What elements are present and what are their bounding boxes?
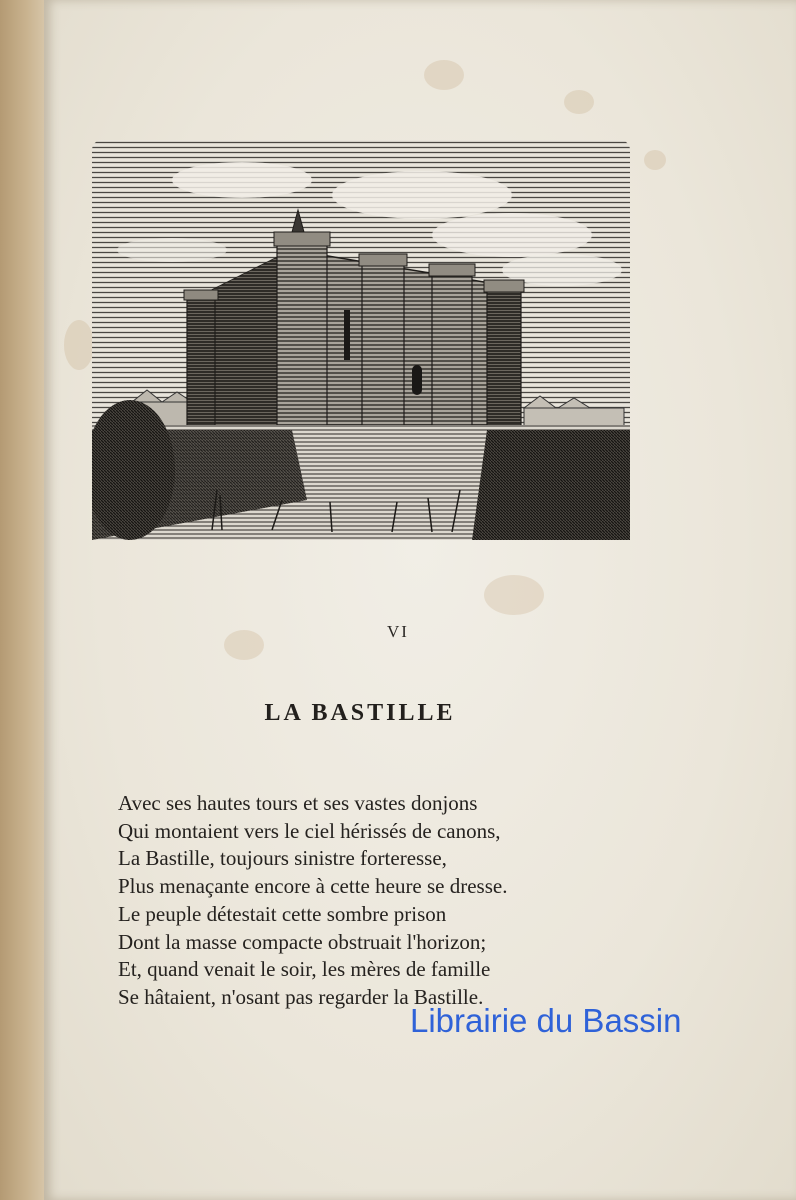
poem-line: Dont la masse compacte obstruait l'horizon; [118, 929, 487, 954]
poem-line: Le peuple détestait cette sombre prison [118, 901, 447, 926]
poem-line: Se hâtaient, n'osant pas regarder la Bastille. [118, 984, 484, 1009]
poem-stanza [118, 790, 638, 1012]
poem-line: Et, quand venait le soir, les mères de famille [118, 957, 491, 982]
poem-line: Plus menaçante encore à cette heure se dresse. [118, 874, 508, 899]
poem-line: La Bastille, toujours sinistre forteresse, [118, 846, 447, 871]
watermark-text: Librairie du Bassin [410, 1002, 682, 1039]
bastille-engraving [92, 140, 630, 540]
page-title: LA BASTILLE [264, 700, 456, 726]
poem-line: Qui montaient vers le ciel hérissés de canons, [118, 818, 501, 843]
chapter-number: VI [387, 622, 409, 641]
poem-line: Avec ses hautes tours et ses vastes donjons [118, 791, 478, 815]
book-spine-edge [0, 0, 48, 1200]
